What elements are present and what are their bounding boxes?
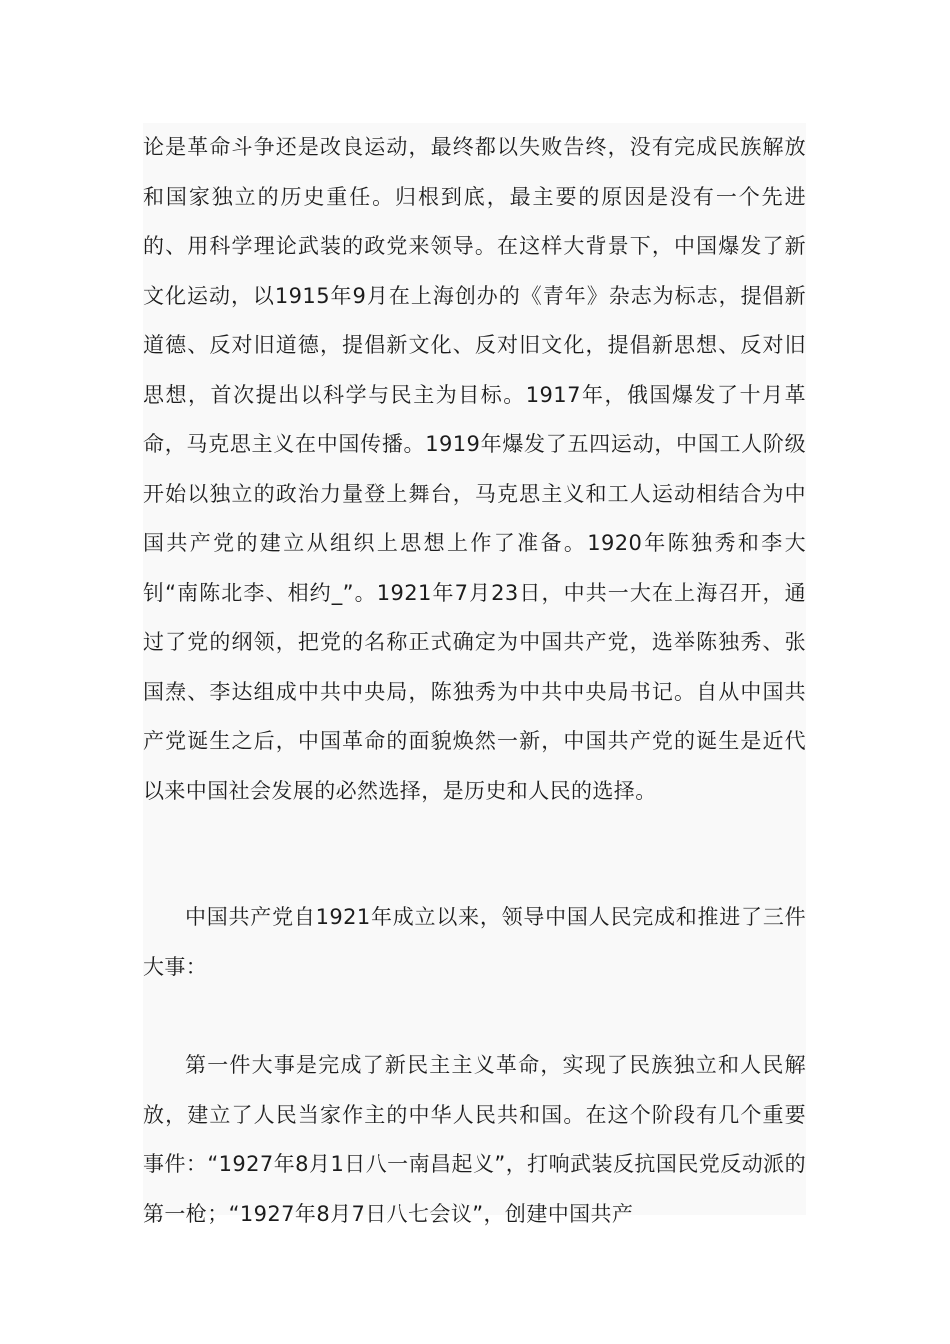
paragraph-revolution-history: 论是革命斗争还是改良运动，最终都以失败告终，没有完成民族解放和国家独立的历史重任。归根到底，最主要的原因是没有一个先进的、用科学理论武装的政党来领导。在这样大背景下，中国爆发了新文化运动，以1915年9月在上海创办的《青年》杂志为标志，提倡新道德、反对旧道德，提倡新文化、反对旧文化，提倡新思想、反对旧思想，首次提出以科学与民主为目标。1917年，俄国爆发了十月革命，马克思主义在中国传播。1919年爆发了五四运动，中国工人阶级开始以独立的政治力量登上舞台，马克思主义和工人运动相结合为中国共产党的建立从组织上思想上作了准备。1920年陈独秀和李大钊“南陈北李、相约_”。1921年7月23日，中共一大在上海召开，通过了党的纲领，把党的名称正式确定为中国共产党，选举陈独秀、张国焘、李达组成中共中央局，陈独秀为中共中央局书记。自从中国共产党诞生之后，中国革命的面貌焕然一新，中国共产党的诞生是近代以来中国社会发展的必然选择，是历史和人民的选择。 — [143, 135, 806, 803]
text-body — [143, 123, 806, 1226]
paragraph-three-major-events-intro: 中国共产党自1921年成立以来，领导中国人民完成和推进了三件大事： — [143, 905, 806, 979]
paragraph-first-major-event: 第一件大事是完成了新民主主义革命，实现了民族独立和人民解放，建立了人民当家作主的中华人民共和国。在这个阶段有几个重要事件：“1927年8月1日八一南昌起义”，打响武装反抗国民党反动派的第一枪；“1927年8月7日八七会议”，创建中国共产 — [143, 1053, 806, 1226]
